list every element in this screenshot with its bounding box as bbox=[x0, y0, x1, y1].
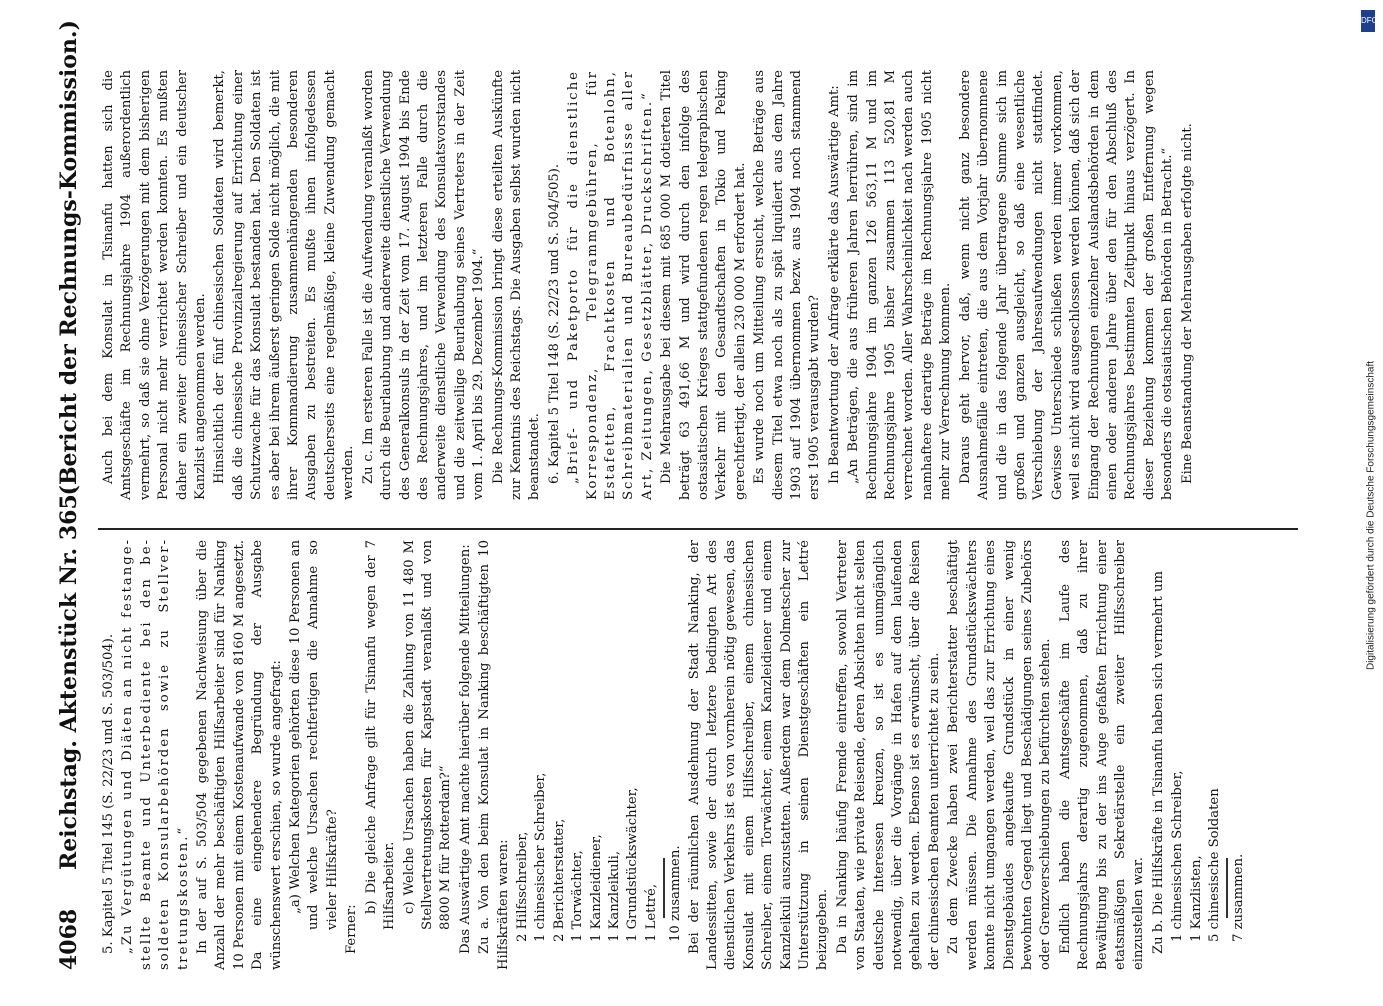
paragraph: Eine Beanstandung der Mehrausgaben erfolgte nicht. bbox=[1179, 123, 1195, 484]
paragraph: In der auf S. 503/504 gegebenen Nachweisung über die Anzahl der mehr beschäftigten Hilfsarbeiter sind für Nanking 10 Personen mit einem Kostenaufwande von 8160 M angesetzt. Da eine eingehendere Begründung der Ausgabe wünschenswert erschien, so wurde angefragt: bbox=[195, 540, 284, 970]
list-item: 2 Hilfsschreiber, bbox=[514, 831, 530, 942]
paragraph: Endlich haben die Amtsgeschäfte im Laufe des Rechnungsjahrs derartig zugenommen, daß zu ihrer Bewältigung bis zu der ins Auge gefaßten Errichtung einer etatsmäßigen Sekretärstelle ein zweiter Hilfsschreiber einzustellen war. bbox=[1057, 540, 1147, 970]
list-item: 1 chinesischer Schreiber, bbox=[533, 772, 549, 942]
page-title: Reichstag. Aktenstück Nr. 365. bbox=[56, 486, 82, 870]
list-total: 10 zusammen. bbox=[668, 845, 684, 942]
paragraph: „An Beträgen, die aus früheren Jahren herrühren, sind im Rechnungsjahre 1904 im ganzen 126 563,11 M und im Rechnungsjahre 1905 bisher zusammen 113 520,81 M verrechnet worden. Aller Wahrscheinlichkeit nach werden auch namhaftere derartige Beträge im Rechnungsjahre 1905 nicht mehr zur Verrechnung kommen. bbox=[846, 70, 954, 500]
paragraph: c) Welche Ursachen haben die Zahlung von 11 480 M Stellvertretungskosten für Kapstadt veranlaßt und von 8800 M für Rotterdam?“ bbox=[401, 540, 454, 930]
list-item: 1 Torwächter, bbox=[570, 850, 586, 942]
left-column bbox=[100, 540, 1249, 970]
list-item: 1 Kanzleidiener, bbox=[588, 834, 604, 942]
paragraph: „Zu Vergütungen und Diäten an nicht festangestellte Beamte und Unterbediente bei den besoldeten Konsularbehörden sowie zu Stellvertretungskosten.“ bbox=[120, 540, 191, 970]
page-number: 4068 bbox=[56, 908, 82, 970]
paragraph: Bei der räumlichen Ausdehnung der Stadt Nanking, der Landessitten, sowie der durch letztere bedingten Art des dienstlichen Verkehrs ist es von vornherein nötig gewesen, das Konsulat mit einem Hilfsschreiber, einem chinesischen Schreiber, einem Torwächter, einem Kanzleidiener und einem Kanzleikuli auszustatten. Außerdem war dem Dolmetscher zur Unterstützung in seinen Dienstgeschäften ein Lettré beizugeben. bbox=[686, 540, 831, 970]
paragraph: Auch bei dem Konsulat in Tsinanfu hatten sich die Amtsgeschäfte im Rechnungsjahre 1904 außerordentlich vermehrt, so daß sie ohne Verzögerungen mit dem bisherigen Personal nicht mehr verrichtet werden konnten. Es mußten daher ein zweiter chinesischer Schreiber und ein deutscher Kanzlist angenommen werden. bbox=[101, 70, 209, 500]
paragraph: Da in Nanking häufig Fremde eintreffen, sowohl Vertreter von Staaten, wie private Reisende, deren Absichten nicht selten deutsche Interessen kreuzen, so ist es unumgänglich notwendig, über die Vorgänge in Hafen auf dem laufenden gehalten zu werden. Ebenso ist es erwünscht, über die Reisen der chinesischen Beamten unterrichtet zu sein. bbox=[834, 540, 942, 970]
list-item: 2 Berichterstatter, bbox=[551, 818, 567, 942]
paragraph: Zu a. Von den beim Konsulat in Nanking beschäftigten 10 Hilfskräften waren: bbox=[477, 540, 511, 970]
list-total: 7 zusammen. bbox=[1231, 853, 1247, 942]
paragraph: „Brief- und Paketporto für die dienstliche Korrespondenz, Telegrammgebühren, für Estafetten, Frachtkosten und Botenlohn, Schreibmaterialien und Bureaubedürfnisse aller Art, Zeitungen, Gesetzblätter, Druckschriften.“ bbox=[566, 70, 655, 500]
paragraph: Zu b. Die Hilfskräfte in Tsinanfu haben sich vermehrt um bbox=[1150, 570, 1166, 954]
paragraph: Es wurde noch um Mitteilung ersucht, welche Beträge aus diesem Titel etwa noch als zu spät liquidiert aus dem Jahre 1903 auf 1904 übernommen bezw. aus 1904 noch stammend erst 1905 verausgabt wurden? bbox=[752, 70, 823, 500]
list-item: 5 chinesische Soldaten bbox=[1206, 788, 1222, 942]
list-item: 1 Lettré, bbox=[643, 883, 659, 942]
paragraph: „a) Welchen Kategorien gehörten diese 10 Personen an und welche Ursachen rechtfertigen die Annahme so vieler Hilfskräfte? bbox=[288, 540, 340, 930]
paragraph: Die Rechnungs-Kommission bringt diese erteilten Auskünfte zur Kenntnis des Reichstags. Die Ausgaben selbst wurden nicht beanstandet. bbox=[490, 70, 543, 500]
paragraph: 6. Kapitel 5 Titel 148 (S. 22/23 und S. 504/505). bbox=[546, 163, 562, 484]
dfg-logo: DFG bbox=[1361, 10, 1375, 32]
sum-rule bbox=[1226, 858, 1228, 918]
list-item: 1 Grundstückswächter, bbox=[625, 787, 641, 942]
paragraph: Die Mehrausgabe bei diesem mit 685 000 M dotierten Titel beträgt 63 491,66 M und wird durch den infolge des ostasiatischen Krieges stattgefundenen regen telegraphischen Verkehr mit den Gesandtschaften in Tokio und Peking gerechtfertigt, der allein 230 000 M erfordert hat. bbox=[659, 70, 748, 500]
paragraph: Zu dem Zwecke haben zwei Berichterstatter beschäftigt werden müssen. Die Annahme des Grundstückswächters konnte nicht umgangen werden, weil das zur Errichtung eines Dienstgebäudes angekaufte Grundstück in einer wenig bewohnten Gegend liegt und Beschädigungen seines Zubehörs oder Grenzverschiebungen zu befürchten stehen. bbox=[946, 540, 1054, 970]
paragraph: Ferner: bbox=[344, 904, 360, 954]
digitization-note bbox=[1361, 10, 1378, 990]
paragraph: In Beantwortung der Anfrage erklärte das Auswärtige Amt: bbox=[826, 85, 842, 484]
section-title: (Bericht der Rechnungs-Kommission.) bbox=[56, 20, 82, 496]
column-divider bbox=[98, 528, 1298, 530]
paragraph: 5. Kapitel 5 Titel 145 (S. 22/23 und S. 503/504). bbox=[101, 633, 116, 954]
paragraph: b) Die gleiche Anfrage gilt für Tsinanfu wegen der 7 Hilfsarbeiter. bbox=[363, 540, 398, 930]
list-item: 1 chinesischen Schreiber, bbox=[1170, 770, 1186, 942]
page-header bbox=[52, 20, 92, 970]
list-item: 1 Kanzlisten, bbox=[1188, 855, 1204, 942]
digitization-credit: Digitalisierung gefördert durch die Deutsche Forschungsgemeinschaft bbox=[1365, 360, 1377, 671]
paragraph: Daraus geht hervor, daß, wenn nicht ganz besondere Ausnahmefälle eintreten, die aus dem Vorjahr übernommene und die in das folgende Jahr übertragene Summe sich im großen und ganzen ausgleicht, so daß eine wesentliche Verschiebung der Jahresaufwendungen nicht stattfindet. Gewisse Unterschiede schließen werden immer vorkommen, weil es nicht wird ausgeschlossen werden können, daß sich der Eingang der Rechnungen einzelner Auslandsbehörden in dem einen oder anderen Jahre über den für den Abschluß des Rechnungsjahres bestimmten Zeitpunkt hinaus verzögert. In dieser Beziehung kommen der großen Entfernung wegen besonders die ostasiatischen Behörden in Betracht.“ bbox=[957, 70, 1176, 500]
paragraph: Zu c. Im ersteren Falle ist die Aufwendung veranlaßt worden durch die Beurlaubung und anderweite dienstliche Verwendung des Generalkonsuls in der Zeit vom 17. August 1904 bis Ende des Rechnungsjahres, und im letzteren Falle durch die anderweite dienstliche Verwendung des Konsulatsvorstandes und die zeitweilige Beurlaubung seines Vertreters in der Zeit vom 1. April bis 29. Dezember 1904.“ bbox=[360, 70, 487, 500]
paragraph: Hinsichtlich der fünf chinesischen Soldaten wird bemerkt, daß die chinesische Provinzialregierung auf Errichtung einer Schutzwache für das Konsulat bestanden hat. Den Soldaten ist es aber bei ihrem äußerst geringen Solde nicht möglich, die mit ihrer Kommandierung zusammenhängenden besonderen Ausgaben zu bestreiten. Es mußte ihnen infolgedessen deutscherseits eine regelmäßige, kleine Zuwendung gemacht werden. bbox=[212, 70, 357, 500]
list-item: 1 Kanzleikuli, bbox=[606, 850, 622, 942]
right-column bbox=[100, 70, 1198, 500]
paragraph: Das Auswärtige Amt machte hierüber folgende Mitteilungen: bbox=[457, 544, 473, 954]
sum-rule bbox=[663, 858, 665, 918]
